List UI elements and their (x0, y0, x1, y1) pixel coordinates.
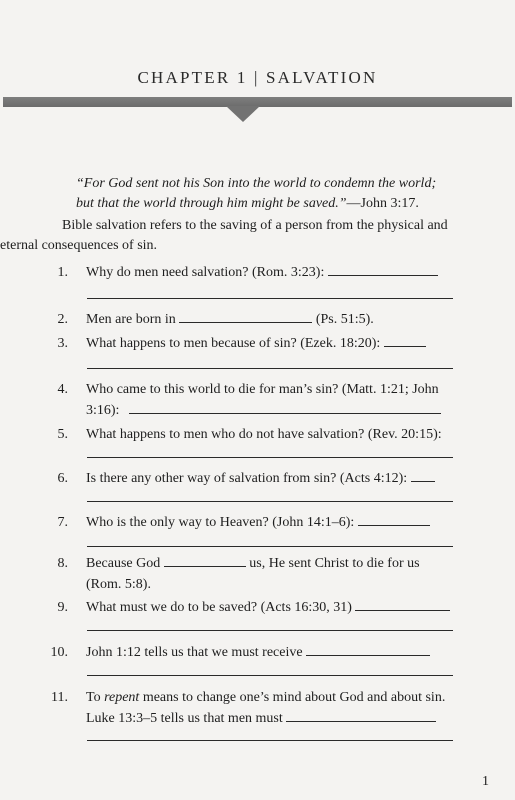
quote-text: “For God sent not his Son into the world to condemn the world; but that the world through him might be saved.” (76, 176, 437, 211)
answer-line[interactable] (87, 457, 453, 458)
answer-blank[interactable] (384, 333, 426, 347)
intro-line-2: eternal consequences of sin. (0, 238, 158, 253)
question-text-line-2: Luke 13:3–5 tells us that men must (86, 711, 283, 726)
question-text-before: Because God (86, 556, 161, 571)
answer-blank[interactable] (179, 309, 312, 323)
answer-blank[interactable] (129, 400, 441, 414)
intro-line-1: Bible salvation refers to the saving of a person from the physical and (62, 218, 448, 233)
answer-blank[interactable] (358, 512, 430, 526)
question-number: 2. (57, 312, 68, 327)
answer-blank[interactable] (411, 468, 435, 482)
question-text-line-2: 3:16): (86, 403, 120, 418)
answer-blank[interactable] (286, 708, 436, 722)
question-number: 10. (50, 645, 68, 660)
quote-reference: —John 3:17. (346, 196, 419, 211)
question-text-after: us, He sent Christ to die for us (249, 556, 420, 571)
answer-line[interactable] (87, 368, 453, 369)
question-number: 4. (57, 382, 68, 397)
answer-blank[interactable] (355, 597, 450, 611)
question-text-before: Men are born in (86, 312, 176, 327)
question-number: 7. (57, 515, 68, 530)
scripture-quote (76, 174, 456, 214)
question-text-line-1: Who came to this world to die for man’s sin? (Matt. 1:21; John (86, 382, 439, 397)
question-text-after: (Ps. 51:5). (315, 312, 374, 327)
question-text-line-1-before: To (86, 690, 105, 705)
question-number: 8. (57, 556, 68, 571)
intro-paragraph (0, 216, 454, 256)
question-text: Is there any other way of salvation from sin? (Acts 4:12): (86, 471, 408, 486)
header-band-pointer (226, 106, 260, 122)
page-number: 1 (482, 774, 489, 789)
question-text: What happens to men because of sin? (Ezek. 18:20): (86, 336, 381, 351)
answer-blank[interactable] (328, 262, 438, 276)
question-number: 6. (57, 471, 68, 486)
answer-line[interactable] (87, 298, 453, 299)
answer-line[interactable] (87, 546, 453, 547)
chapter-title: CHAPTER 1 | SALVATION (137, 68, 378, 87)
answer-line[interactable] (87, 675, 453, 676)
answer-line[interactable] (87, 630, 453, 631)
question-number: 1. (57, 265, 68, 280)
question-number: 9. (57, 600, 68, 615)
question-text: Who is the only way to Heaven? (John 14:1–6): (86, 515, 355, 530)
answer-line[interactable] (87, 501, 453, 502)
question-text: What must we do to be saved? (Acts 16:30, 31) (86, 600, 352, 615)
question-number: 11. (51, 690, 68, 705)
question-text-line-1-after: means to change one’s mind about God and about sin. (139, 690, 446, 705)
question-text: Why do men need salvation? (Rom. 3:23): (86, 265, 325, 280)
question-number: 5. (57, 427, 68, 442)
question-text: John 1:12 tells us that we must receive (86, 645, 303, 660)
question-text-line-2: (Rom. 5:8). (86, 577, 151, 592)
question-number: 3. (57, 336, 68, 351)
emphasized-word: repent (104, 690, 140, 705)
question-text: What happens to men who do not have salvation? (Rev. 20:15): (86, 427, 442, 442)
answer-line[interactable] (87, 740, 453, 741)
answer-blank[interactable] (164, 553, 246, 567)
answer-blank[interactable] (306, 642, 430, 656)
